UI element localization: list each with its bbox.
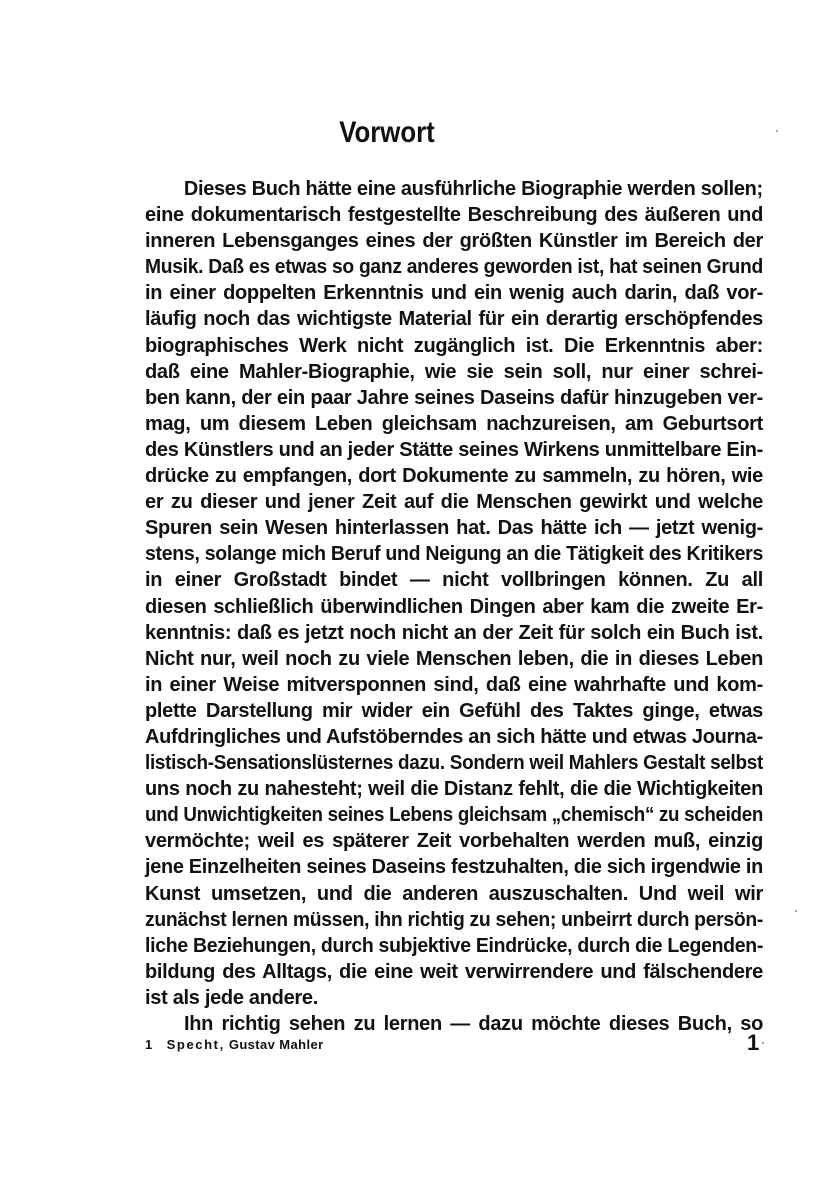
signature-mark: 1 [145,1037,153,1052]
text-line: vermöchte; weil es späterer Zeit vorbehalten werden muß, einzig [145,830,763,853]
text-line: des Künstlers und an jeder Stätte seines Wirkens unmittelbare Ein- [145,438,763,461]
text-line: in einer doppelten Erkenntnis und ein wenig auch darin, daß vor- [145,282,763,305]
footer-book-title: Gustav Mahler [228,1037,324,1052]
text-line: daß eine Mahler-Biographie, wie sie sein soll, nur einer schrei- [145,360,763,383]
text-line: Dieses Buch hätte eine ausführliche Biographie werden sollen; [183,178,763,200]
paper-speck [762,1042,764,1044]
text-line: zunächst lernen müssen, ihn richtig zu sehen; unbeirrt durch persön- [145,908,764,931]
text-line: Ihn richtig sehen zu lernen — dazu möchte dieses Buch, so [184,1013,763,1035]
text-line: ben kann, der ein paar Jahre seines Daseins dafür hinzugeben ver- [145,386,763,409]
text-line: diesen schließlich überwindlichen Dingen aber kam die zweite Er- [145,595,763,618]
text-line: in einer Großstadt bindet — nicht vollbringen können. Zu all [145,569,763,592]
signature-footer [145,1037,324,1052]
paper-speck [795,910,797,912]
text-line: ist als jede andere. [145,986,318,1009]
text-line: kenntnis: daß es jetzt noch nicht an der Zeit für solch ein Buch ist. [145,621,763,644]
text-line: Musik. Daß es etwas so ganz anderes geworden ist, hat seinen Grund [145,256,764,279]
text-line: biographisches Werk nicht zugänglich ist. Die Erkenntnis aber: [145,334,763,357]
text-line: inneren Lebensganges eines der größten Künstler im Bereich der [145,230,763,253]
footer-author: Specht, [166,1037,225,1052]
page-title: Vorwort [339,116,435,149]
text-line: eine dokumentarisch festgestellte Beschreibung des äußeren und [145,204,763,227]
text-line: uns noch zu nahesteht; weil die Distanz fehlt, die die Wichtigkeiten [145,778,763,801]
text-line: Aufdringliches und Aufstöberndes an sich hätte und etwas Journa- [145,725,764,748]
page-number: 1 [747,1030,760,1055]
text-line: Kunst umsetzen, und die anderen auszuschalten. Und weil wir [145,882,763,905]
text-line: liche Beziehungen, durch subjektive Eindrücke, durch die Legenden- [145,934,764,957]
text-line: listisch-Sensationslüsternes dazu. Sondern weil Mahlers Gestalt selbst [145,752,763,775]
text-line: jene Einzelheiten seines Daseins festzuhalten, die sich irgendwie in [145,856,763,879]
paper-speck [776,130,778,132]
text-line: plette Darstellung mir wider ein Gefühl des Taktes ginge, etwas [145,699,763,722]
text-line: bildung des Alltags, die eine weit verwirrendere und fälschendere [145,960,763,983]
text-line: drücke zu empfangen, dort Dokumente zu sammeln, zu hören, wie [145,465,763,488]
text-line: in einer Weise mitversponnen sind, daß eine wahrhafte und kom- [145,673,763,696]
text-line: Spuren sein Wesen hinterlassen hat. Das hätte ich — jetzt wenig- [145,517,763,540]
body-text [145,176,763,1037]
text-line: und Unwichtigkeiten seines Lebens gleichsam „chemisch“ zu scheiden [145,804,763,827]
text-line: er zu dieser und jener Zeit auf die Menschen gewirkt und welche [145,491,763,514]
text-line: Nicht nur, weil noch zu viele Menschen leben, die in dieses Leben [145,647,763,670]
text-line: stens, solange mich Beruf und Neigung an die Tätigkeit des Kritikers [145,543,764,566]
text-line: mag, um diesem Leben gleichsam nachzureisen, am Geburtsort [145,412,763,435]
text-line: läufig noch das wichtigste Material für ein derartig erschöpfendes [145,308,763,331]
